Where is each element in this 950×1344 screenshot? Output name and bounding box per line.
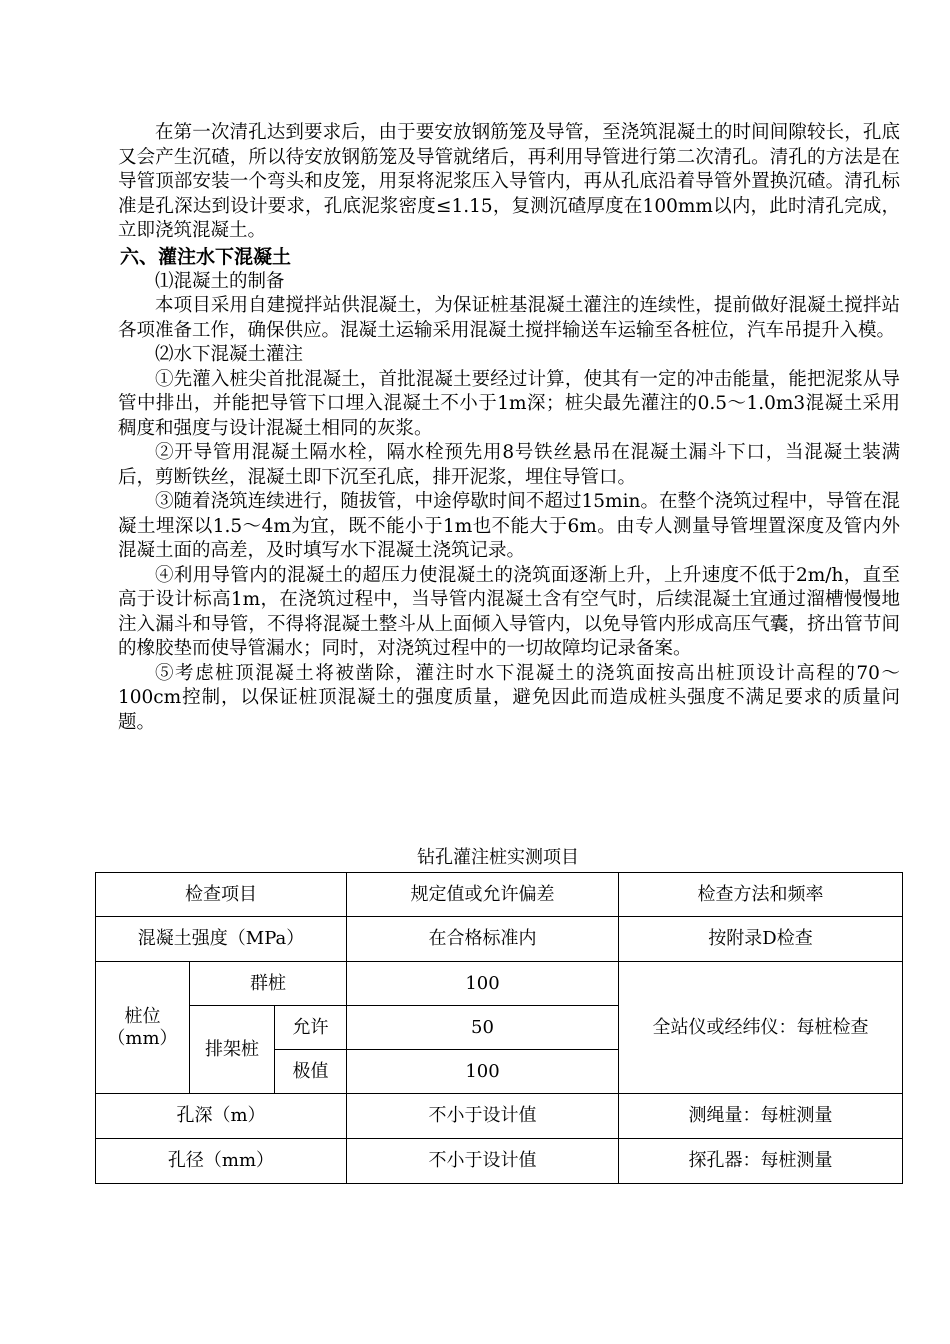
cell-limit-value: 100 xyxy=(347,1050,619,1094)
cell-strength-method: 按附录D检查 xyxy=(619,917,903,962)
cell-strength-value: 在合格标准内 xyxy=(347,917,619,962)
section-heading: 六、灌注水下混凝土 xyxy=(120,245,292,268)
step-1: ①先灌入桩尖首批混凝土，首批混凝土要经过计算，使其有一定的冲击能量，能把泥浆从导管中排出，并能把导管下口埋入混凝土不小于1m深；桩尖最先灌注的0.5～1.0m3混凝土采用稠度和强度与设计混凝土相同的灰浆。 xyxy=(118,368,900,439)
cell-allow-value: 50 xyxy=(347,1006,619,1050)
table-row xyxy=(96,962,903,1006)
cell-depth-item: 孔深（m） xyxy=(96,1094,347,1139)
cell-depth-value: 不小于设计值 xyxy=(347,1094,619,1139)
header-value: 规定值或允许偏差 xyxy=(347,873,619,917)
cell-position-item: 桩位（mm） xyxy=(96,962,190,1094)
table-header-row xyxy=(96,873,903,917)
cell-diameter-value: 不小于设计值 xyxy=(347,1139,619,1184)
cell-frame-pile: 排架桩 xyxy=(190,1006,275,1094)
table-row xyxy=(96,1139,903,1184)
cell-depth-method: 测绳量：每桩测量 xyxy=(619,1094,903,1139)
table-row xyxy=(96,1094,903,1139)
cell-limit: 极值 xyxy=(275,1050,347,1094)
step-5: ⑤考虑桩顶混凝土将被凿除，灌注时水下混凝土的浇筑面按高出桩顶设计高程的70～100cm控制，以保证桩顶混凝土的强度质量，避免因此而造成桩头强度不满足要求的质量问题。 xyxy=(118,662,900,733)
cell-position-method: 全站仪或经纬仪：每桩检查 xyxy=(619,962,903,1094)
header-item: 检查项目 xyxy=(96,873,347,917)
paragraph-preparation: 本项目采用自建搅拌站供混凝土，为保证桩基混凝土灌注的连续性，提前做好混凝土搅拌站各项准备工作，确保供应。混凝土运输采用混凝土搅拌输送车运输至各桩位，汽车吊提升入模。 xyxy=(118,295,900,341)
subsection-title-pouring: ⑵水下混凝土灌注 xyxy=(155,344,304,365)
table-row xyxy=(96,917,903,962)
cell-strength-item: 混凝土强度（MPa） xyxy=(96,917,347,962)
step-4: ④利用导管内的混凝土的超压力使混凝土的浇筑面逐渐上升，上升速度不低于2m/h，直至高于设计标高1m，在浇筑过程中，当导管内混凝土含有空气时，后续混凝土宜通过溜槽慢慢地注入漏斗和导管，不得将混凝土整斗从上面倾入导管内，以免导管内形成高压气囊，挤出管节间的橡胶垫而使导管漏水；同时，对浇筑过程中的一切故障均记录备案。 xyxy=(118,564,900,659)
cell-allow: 允许 xyxy=(275,1006,347,1050)
table-caption: 钻孔灌注桩实测项目 xyxy=(417,847,579,868)
body-text xyxy=(118,121,900,735)
cell-group-value: 100 xyxy=(347,962,619,1006)
paragraph-second-cleaning: 在第一次清孔达到要求后，由于要安放钢筋笼及导管，至浇筑混凝土的时间间隙较长，孔底又会产生沉碴，所以待安放钢筋笼及导管就绪后，再利用导管进行第二次清孔。清孔的方法是在导管顶部安装一个弯头和皮笼，用泵将泥浆压入导管内，再从孔底沿着导管外置换沉碴。清孔标准是孔深达到设计要求，孔底泥浆密度≤1.15，复测沉碴厚度在100mm以内，此时清孔完成，立即浇筑混凝土。 xyxy=(118,122,900,241)
cell-diameter-method: 探孔器：每桩测量 xyxy=(619,1139,903,1184)
header-method: 检查方法和频率 xyxy=(619,873,903,917)
cell-group-pile: 群桩 xyxy=(190,962,347,1006)
subsection-title-preparation: ⑴混凝土的制备 xyxy=(155,270,285,292)
inspection-table xyxy=(95,872,903,1184)
step-2: ②开导管用混凝土隔水栓，隔水栓预先用8号铁丝悬吊在混凝土漏斗下口，当混凝土装满后，剪断铁丝，混凝土即下沉至孔底，排开泥浆，埋住导管口。 xyxy=(118,442,900,488)
step-3: ③随着浇筑连续进行，随拔管，中途停歇时间不超过15min。在整个浇筑过程中，导管在混凝土埋深以1.5～4m为宜，既不能小于1m也不能大于6m。由专人测量导管埋置深度及管内外混凝土面的高差，及时填写水下混凝土浇筑记录。 xyxy=(118,491,900,561)
cell-diameter-item: 孔径（mm） xyxy=(96,1139,347,1184)
